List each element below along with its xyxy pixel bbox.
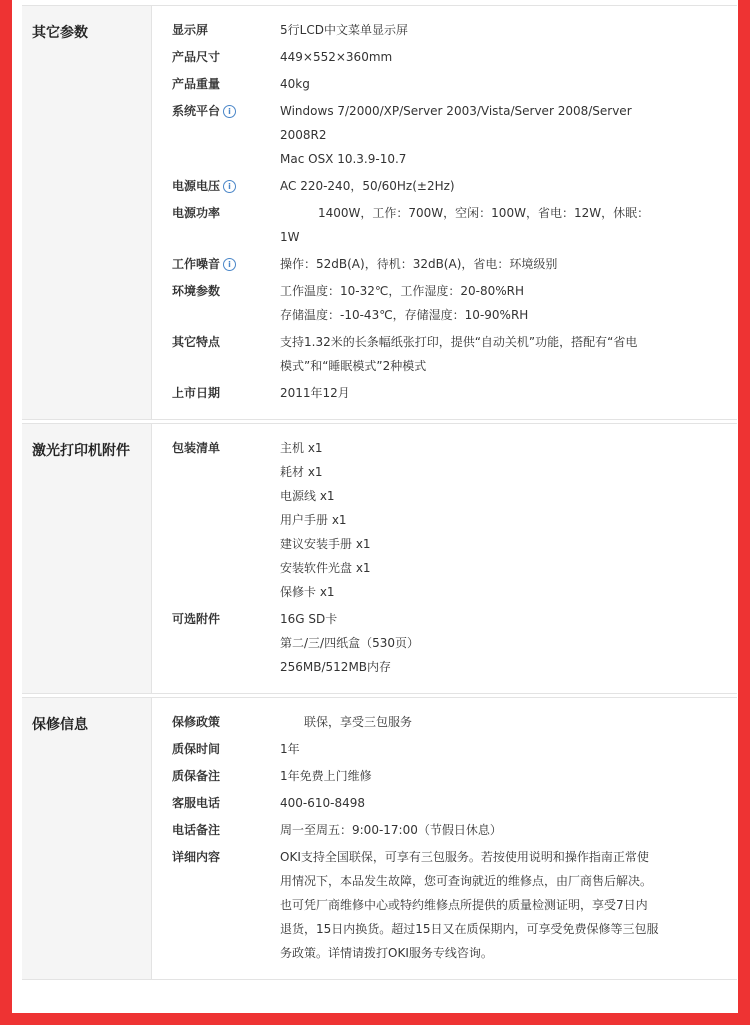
group-title: 保修信息 bbox=[22, 698, 152, 979]
spec-value-line: 退货，15日内换货。超过15日又在质保期内，可享受免费保修等三包服 bbox=[280, 922, 659, 936]
spec-value-line: 2011年12月 bbox=[280, 386, 350, 400]
spec-row bbox=[152, 252, 737, 276]
spec-row bbox=[152, 381, 737, 405]
spec-label-text: 保修政策 bbox=[172, 715, 221, 729]
spec-value bbox=[280, 99, 737, 171]
spec-value-line: 用户手册 x1 bbox=[280, 513, 347, 527]
spec-row bbox=[152, 737, 737, 761]
spec-value bbox=[280, 381, 737, 405]
spec-row bbox=[152, 764, 737, 788]
spec-rows bbox=[152, 6, 737, 419]
spec-value bbox=[280, 791, 737, 815]
spec-value bbox=[280, 607, 737, 679]
spec-frame bbox=[12, 0, 738, 1013]
spec-label-text: 系统平台 bbox=[172, 104, 221, 118]
spec-value-line: 保修卡 x1 bbox=[280, 585, 335, 599]
spec-label-text: 电话备注 bbox=[172, 823, 221, 837]
spec-label-text: 包装清单 bbox=[172, 441, 221, 455]
spec-value-line: 模式”和“睡眠模式”2种模式 bbox=[280, 359, 427, 373]
spec-value-line: 支持1.32米的长条幅纸张打印，提供“自动关机”功能，搭配有“省电 bbox=[280, 335, 638, 349]
spec-row bbox=[152, 72, 737, 96]
group-title: 其它参数 bbox=[22, 6, 152, 419]
spec-value-line: 电源线 x1 bbox=[280, 489, 335, 503]
spec-label-text: 质保备注 bbox=[172, 769, 221, 783]
spec-value-line: 建议安装手册 x1 bbox=[280, 537, 371, 551]
info-circle-icon[interactable]: i bbox=[223, 105, 236, 118]
spec-group bbox=[22, 423, 737, 694]
spec-label bbox=[152, 279, 280, 327]
spec-value bbox=[280, 279, 737, 327]
spec-value bbox=[280, 45, 737, 69]
spec-value bbox=[280, 330, 737, 378]
spec-value-line: 40kg bbox=[280, 77, 310, 91]
spec-label-text: 其它特点 bbox=[172, 335, 221, 349]
spec-label bbox=[152, 710, 280, 734]
spec-value-line: OKI支持全国联保，可享有三包服务。若按使用说明和操作指南正常使 bbox=[280, 850, 649, 864]
spec-table bbox=[22, 5, 737, 983]
spec-label-text: 客服电话 bbox=[172, 796, 221, 810]
spec-value bbox=[280, 764, 737, 788]
spec-value bbox=[280, 710, 737, 734]
spec-label-text: 环境参数 bbox=[172, 284, 221, 298]
spec-value-line: AC 220-240，50/60Hz(±2Hz) bbox=[280, 179, 455, 193]
spec-value-line: 联保，享受三包服务 bbox=[304, 715, 413, 729]
spec-row bbox=[152, 436, 737, 604]
spec-value-line: 5行LCD中文菜单显示屏 bbox=[280, 23, 408, 37]
spec-label-text: 显示屏 bbox=[172, 23, 209, 37]
spec-value-line: 安装软件光盘 x1 bbox=[280, 561, 371, 575]
spec-value-line: Windows 7/2000/XP/Server 2003/Vista/Server 2008/Server bbox=[280, 104, 632, 118]
spec-label bbox=[152, 436, 280, 604]
spec-value-line: 务政策。详情请拨打OKI服务专线咨询。 bbox=[280, 946, 493, 960]
spec-value bbox=[280, 818, 737, 842]
spec-label bbox=[152, 330, 280, 378]
spec-row bbox=[152, 845, 737, 965]
spec-value bbox=[280, 72, 737, 96]
spec-label bbox=[152, 791, 280, 815]
spec-group bbox=[22, 6, 737, 420]
spec-row bbox=[152, 607, 737, 679]
spec-row bbox=[152, 279, 737, 327]
spec-row bbox=[152, 18, 737, 42]
spec-row bbox=[152, 45, 737, 69]
spec-label bbox=[152, 201, 280, 249]
spec-label-text: 电源电压 bbox=[172, 179, 221, 193]
spec-label bbox=[152, 381, 280, 405]
spec-label bbox=[152, 18, 280, 42]
spec-label bbox=[152, 845, 280, 965]
spec-value bbox=[280, 201, 737, 249]
spec-value bbox=[280, 436, 737, 604]
spec-row bbox=[152, 201, 737, 249]
spec-rows bbox=[152, 424, 737, 693]
spec-label bbox=[152, 607, 280, 679]
spec-row bbox=[152, 174, 737, 198]
spec-label-text: 详细内容 bbox=[172, 850, 221, 864]
spec-row bbox=[152, 330, 737, 378]
info-circle-icon[interactable]: i bbox=[223, 258, 236, 271]
spec-label bbox=[152, 818, 280, 842]
spec-value-line: 操作：52dB(A)，待机：32dB(A)，省电：环境级别 bbox=[280, 257, 558, 271]
spec-value-line: 耗材 x1 bbox=[280, 465, 323, 479]
spec-label bbox=[152, 99, 280, 171]
spec-value-line: 1400W，工作：700W，空闲：100W，省电：12W，休眠： bbox=[318, 206, 650, 220]
spec-value-line: 也可凭厂商维修中心或特约维修点所提供的质量检测证明，享受7日内 bbox=[280, 898, 648, 912]
spec-value-line: 周一至周五：9:00-17:00（节假日休息） bbox=[280, 823, 502, 837]
spec-label bbox=[152, 45, 280, 69]
spec-value bbox=[280, 18, 737, 42]
spec-value-line: 1年 bbox=[280, 742, 300, 756]
spec-value-line: 工作温度：10-32℃，工作湿度：20-80%RH bbox=[280, 284, 524, 298]
spec-row bbox=[152, 710, 737, 734]
spec-label bbox=[152, 737, 280, 761]
spec-rows bbox=[152, 698, 737, 979]
info-circle-icon[interactable]: i bbox=[223, 180, 236, 193]
spec-value-line: 第二/三/四纸盒（530页） bbox=[280, 636, 419, 650]
spec-value-line: 用情况下，本品发生故障，您可查询就近的维修点，由厂商售后解决。 bbox=[280, 874, 653, 888]
spec-value-line: Mac OSX 10.3.9-10.7 bbox=[280, 152, 407, 166]
spec-value-line: 1年免费上门维修 bbox=[280, 769, 372, 783]
spec-label-text: 产品重量 bbox=[172, 77, 221, 91]
spec-label-text: 工作噪音 bbox=[172, 257, 221, 271]
spec-value-line: 449×552×360mm bbox=[280, 50, 393, 64]
spec-value-line: 主机 x1 bbox=[280, 441, 323, 455]
spec-label-text: 产品尺寸 bbox=[172, 50, 221, 64]
spec-label bbox=[152, 72, 280, 96]
spec-group bbox=[22, 697, 737, 980]
spec-label bbox=[152, 174, 280, 198]
spec-row bbox=[152, 818, 737, 842]
spec-value-line: 16G SD卡 bbox=[280, 612, 338, 626]
spec-value bbox=[280, 845, 737, 965]
spec-value bbox=[280, 174, 737, 198]
spec-value-line: 400-610-8498 bbox=[280, 796, 366, 810]
spec-label-text: 上市日期 bbox=[172, 386, 221, 400]
spec-value-line: 1W bbox=[280, 230, 300, 244]
spec-row bbox=[152, 99, 737, 171]
spec-value-line: 256MB/512MB内存 bbox=[280, 660, 392, 674]
spec-row bbox=[152, 791, 737, 815]
spec-label bbox=[152, 764, 280, 788]
spec-label-text: 电源功率 bbox=[172, 206, 221, 220]
spec-value-line: 存储温度：-10-43℃，存储湿度：10-90%RH bbox=[280, 308, 529, 322]
spec-label-text: 质保时间 bbox=[172, 742, 221, 756]
spec-label bbox=[152, 252, 280, 276]
spec-value-line: 2008R2 bbox=[280, 128, 327, 142]
group-title: 激光打印机附件 bbox=[22, 424, 152, 693]
spec-label-text: 可选附件 bbox=[172, 612, 221, 626]
spec-value bbox=[280, 737, 737, 761]
spec-value bbox=[280, 252, 737, 276]
